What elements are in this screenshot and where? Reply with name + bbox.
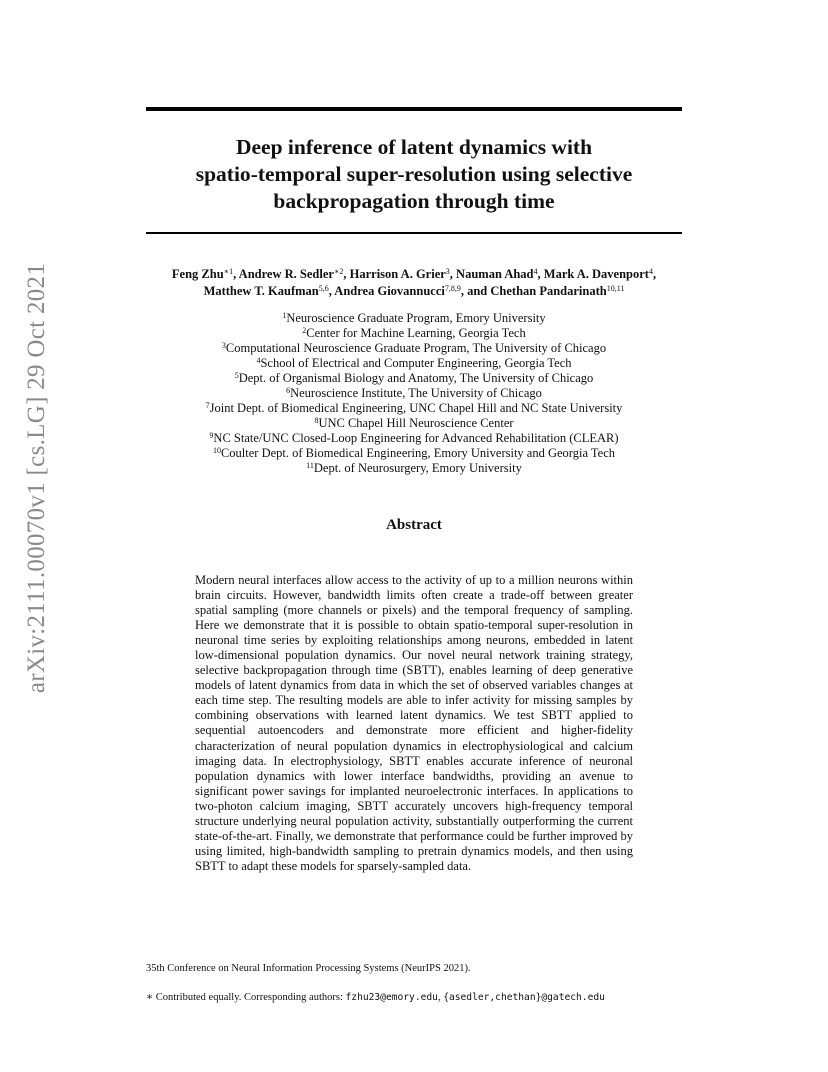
footnote-text: Contributed equally. Corresponding authors: [153, 992, 346, 1003]
affiliation [110, 446, 718, 461]
affiliation-number: 6 [286, 386, 291, 395]
affiliation-text: Center for Machine Learning, Georgia Tech [306, 326, 526, 340]
author-separator: , [652, 267, 657, 281]
email-link[interactable]: fzhu23@emory.edu [345, 992, 438, 1003]
affiliation [110, 341, 718, 356]
author-name: Mark A. Davenport [543, 267, 649, 281]
author-line [110, 266, 718, 283]
affiliation-number: 9 [209, 431, 214, 440]
affiliation-number: 7 [205, 401, 210, 410]
affiliation-number: 4 [256, 356, 261, 365]
author-separator: , [328, 284, 335, 298]
affiliation-number: 10 [212, 446, 221, 455]
abstract-body: Modern neural interfaces allow access to the activity of up to a million neurons within brain circuits. However, bandwidth limits often create a trade-off between greater spatial sampling (more channels or pixels) and the temporal frequency of sampling. Here we demonstrate that it is possible to obtain spatio-temporal super-resolution in neuronal time series by exploiting relationships among neurons, embedded in latent low-dimensional population dynamics. Our novel neural network training strategy, selective backpropagation through time (SBTT), enables learning of deep generative models of latent dynamics from data in which the set of observed variables changes at each time step. The resulting models are able to infer activity for missing samples by combining observations with learned latent dynamics. We test SBTT applied to sequential autoencoders and demonstrate more efficient and higher-fidelity characterization of neural population dynamics in electrophysiological and calcium imaging data. In electrophysiology, SBTT enables accurate inference of neuronal population dynamics with lower interface bandwidths, providing an avenue to significant power savings for implanted neuroelectronic interfaces. In applications to two-photon calcium imaging, SBTT accurately uncovers high-frequency temporal structure underlying neural population activity, substantially outperforming the current state-of-the-art. Finally, we demonstrate that performance could be further improved by using limited, high-bandwidth sampling to pretrain dynamics models, and then using SBTT to adapt these models for sparsely-sampled data. [195, 573, 633, 873]
affiliation [110, 356, 718, 371]
author-line [110, 283, 718, 300]
affiliation-number: 2 [302, 326, 307, 335]
paper-title [146, 134, 682, 215]
corresponding-author-footnote [146, 991, 605, 1003]
affiliation [110, 386, 718, 401]
email-link[interactable]: {asedler,chethan}@gatech.edu [443, 992, 605, 1003]
affiliation [110, 461, 718, 476]
affiliation-number: 5 [234, 371, 239, 380]
affiliation [110, 416, 718, 431]
author-separator: , [449, 267, 457, 281]
affiliation [110, 401, 718, 416]
affiliation-text: Neuroscience Graduate Program, Emory University [286, 311, 546, 325]
affiliation-text: Computational Neuroscience Graduate Program, The University of Chicago [225, 341, 607, 355]
title-line: backpropagation through time [273, 189, 555, 213]
author-separator: , [343, 267, 350, 281]
affiliation-number: 3 [221, 341, 226, 350]
author-separator: , and [460, 284, 491, 298]
author-separator: , [537, 267, 544, 281]
affiliation-list [110, 311, 718, 476]
author-affil-mark: 4 [533, 267, 538, 276]
affiliation-text: Coulter Dept. of Biomedical Engineering, Emory University and Georgia Tech [220, 446, 616, 460]
title-top-rule [146, 107, 682, 111]
affiliation-number: 8 [314, 416, 319, 425]
author-affil-mark: 3 [445, 267, 450, 276]
affiliation-number: 1 [282, 311, 287, 320]
affiliation-text: Dept. of Neurosurgery, Emory University [313, 461, 522, 475]
affiliation [110, 326, 718, 341]
email-separator: , [437, 992, 444, 1003]
footnote-mark: ∗ [146, 992, 154, 1003]
author-affil-mark: 7,8,9 [444, 284, 461, 293]
affiliation-text: Joint Dept. of Biomedical Engineering, UNC Chapel Hill and NC State University [209, 401, 623, 415]
affiliation-number: 11 [306, 461, 314, 470]
abstract-heading: Abstract [386, 517, 442, 533]
author-separator: , [233, 267, 239, 281]
affiliation [110, 371, 718, 386]
affiliation [110, 311, 718, 326]
author-affil-mark: 5,6 [318, 284, 329, 293]
author-name: Matthew T. Kaufman [203, 284, 319, 298]
affiliation-text: Dept. of Organismal Biology and Anatomy, The University of Chicago [238, 371, 594, 385]
title-bottom-rule [146, 232, 682, 234]
author-name: Chethan Pandarinath [490, 284, 607, 298]
affiliation [110, 431, 718, 446]
title-line: spatio-temporal super-resolution using selective [195, 162, 633, 186]
affiliation-text: UNC Chapel Hill Neuroscience Center [318, 416, 514, 430]
author-name: Nauman Ahad [456, 267, 534, 281]
author-affil-mark: ∗1 [223, 267, 234, 276]
title-line: Deep inference of latent dynamics with [235, 135, 593, 159]
affiliation-text: School of Electrical and Computer Engineering, Georgia Tech [260, 356, 572, 370]
conference-note: 35th Conference on Neural Information Processing Systems (NeurIPS 2021). [146, 963, 471, 974]
author-name: Andrew R. Sedler [238, 267, 334, 281]
author-list [110, 266, 718, 300]
author-name: Feng Zhu [171, 267, 224, 281]
author-name: Harrison A. Grier [349, 267, 446, 281]
author-affil-mark: 10,11 [606, 284, 625, 293]
author-name: Andrea Giovannucci [334, 284, 445, 298]
author-affil-mark: 4 [648, 267, 653, 276]
affiliation-text: Neuroscience Institute, The University of Chicago [290, 386, 542, 400]
arxiv-identifier: arXiv:2111.00070v1 [cs.LG] 29 Oct 2021 [23, 262, 50, 694]
author-affil-mark: ∗2 [333, 267, 344, 276]
affiliation-text: NC State/UNC Closed-Loop Engineering for Advanced Rehabilitation (CLEAR) [213, 431, 619, 445]
